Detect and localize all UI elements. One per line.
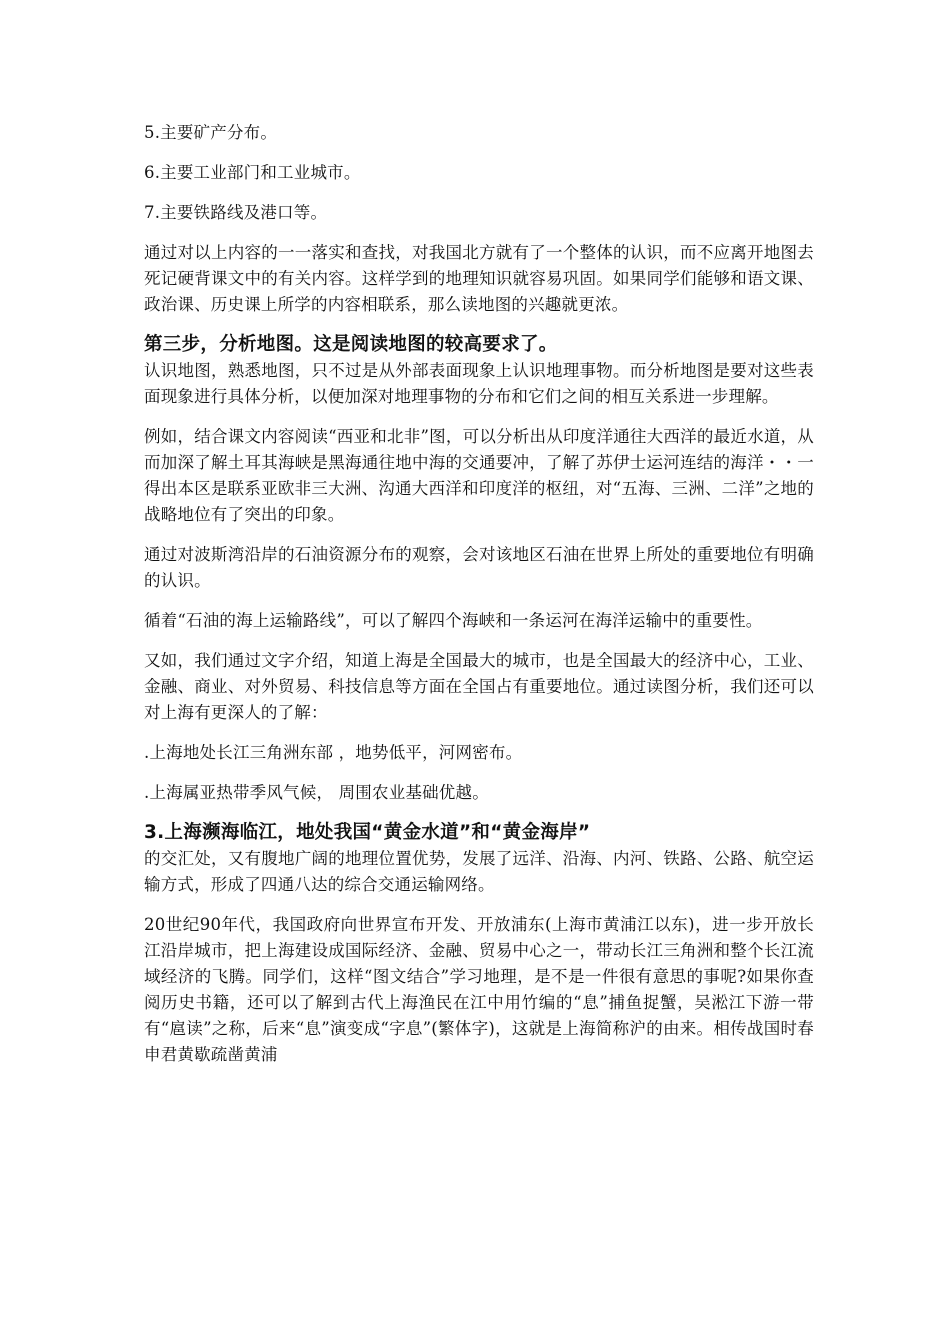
paragraph-shanghai: 又如，我们通过文字介绍，知道上海是全国最大的城市，也是全国最大的经济中心，工业、金融、商业、对外贸易、科技信息等方面在全国占有重要地位。通过读图分析，我们还可以对上海有更深人的了解： bbox=[144, 651, 814, 722]
paragraph-oil-route: 循着“石油的海上运输路线”，可以了解四个海峡和一条运河在海洋运输中的重要性。 bbox=[144, 611, 763, 630]
paragraph-summary: 通过对以上内容的一一落实和查找，对我国北方就有了一个整体的认识，而不应离开地图去死记硬背课文中的有关内容。这样学到的地理知识就容易巩固。如果同学们能够和语文课、政治课、历史课上所学的内容相联系，那么读地图的兴趣就更浓。 bbox=[144, 243, 814, 314]
bullet-shanghai-location: .上海地处长江三角洲东部 ，地势低平，河网密布。 bbox=[144, 743, 523, 762]
heading-section-3: 3.上海濒海临江，地处我国“黄金水道”和“黄金海岸” bbox=[144, 822, 591, 843]
bullet-shanghai-climate: .上海属亚热带季风气候， 周围农业基础优越。 bbox=[144, 783, 489, 802]
paragraph-example-west-asia: 例如，结合课文内容阅读“西亚和北非”图，可以分析出从印度洋通往大西洋的最近水道，从而加深了解土耳其海峡是黑海通往地中海的交通要冲，了解了苏伊士运河连结的海洋・・一得出本区是联系亚欧非三大洲、沟通大西洋和印度洋的枢纽，对“五海、三洲、二洋”之地的战略地位有了突出的印象。 bbox=[144, 427, 814, 524]
paragraph-pudong: 20世纪90年代，我国政府向世界宣布开发、开放浦东(上海市黄浦江以东)，进一步开放长江沿岸城市，把上海建设成国际经济、金融、贸易中心之一，带动长江三角洲和整个长江流域经济的飞腾。同学们，这样“图文结合”学习地理，是不是一件很有意思的事呢?如果你查阅历史书籍，还可以了解到古代上海渔民在江中用竹编的“息”捕鱼捉蟹，吴淞江下游一带有“扈读”之称，后来“息”演变成“字息”(繁体字)，这就是上海简称沪的由来。相传战国时春申君黄歇疏凿黄浦 bbox=[144, 915, 814, 1064]
heading-step-three: 第三步，分析地图。这是阅读地图的较高要求了。 bbox=[144, 334, 558, 355]
list-item-5: 5.主要矿产分布。 bbox=[144, 123, 278, 142]
document-page bbox=[144, 120, 814, 1068]
paragraph-persian-gulf-oil: 通过对波斯湾沿岸的石油资源分布的观察，会对该地区石油在世界上所处的重要地位有明确的认识。 bbox=[144, 545, 814, 590]
paragraph-transport: 的交汇处，又有腹地广阔的地理位置优势，发展了远洋、沿海、内河、铁路、公路、航空运输方式，形成了四通八达的综合交通运输网络。 bbox=[144, 849, 814, 894]
list-item-7: 7.主要铁路线及港口等。 bbox=[144, 203, 328, 222]
paragraph-analysis: 认识地图，熟悉地图，只不过是从外部表面现象上认识地理事物。而分析地图是要对这些表面现象进行具体分析，以便加深对地理事物的分布和它们之间的相互关系进一步理解。 bbox=[144, 361, 814, 406]
list-item-6: 6.主要工业部门和工业城市。 bbox=[144, 163, 361, 182]
